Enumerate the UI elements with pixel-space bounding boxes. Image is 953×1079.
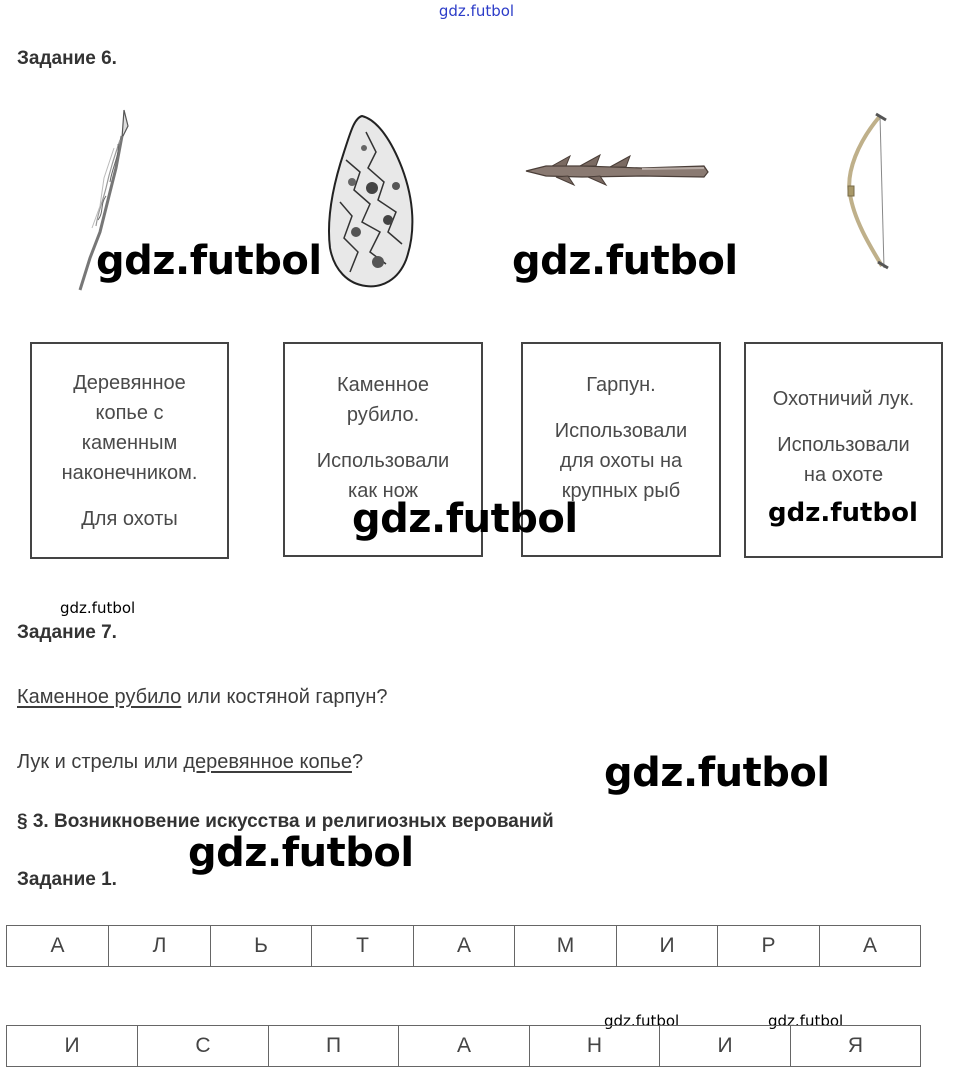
- watermark-small-left: gdz.futbol: [60, 599, 136, 617]
- letter-cell: Ь: [210, 926, 311, 966]
- section-title: § 3. Возникновение искусства и религиозных верований: [17, 811, 554, 832]
- watermark-top: gdz.futbol: [438, 2, 515, 20]
- watermark-tools-right: gdz.futbol: [512, 238, 738, 284]
- task7-question-1: [17, 686, 388, 709]
- watermark-small-bottom-1: gdz.futbol: [604, 1012, 680, 1030]
- task7-heading: Задание 7.: [17, 622, 117, 643]
- letter-cell: И: [616, 926, 717, 966]
- card-note: Использовали: [316, 450, 450, 472]
- card-note: на охоте: [803, 464, 884, 486]
- task7-answer-2: деревянное копье: [183, 751, 352, 773]
- task7-question-2-rest: ?: [351, 751, 364, 773]
- watermark-card-bow: gdz.futbol: [768, 498, 918, 528]
- letter-cell: Н: [529, 1026, 659, 1066]
- letter-cell: А: [819, 926, 920, 966]
- letter-cell: А: [50, 934, 65, 957]
- letter-grid-word-2: [6, 1025, 921, 1067]
- bow-icon: [840, 112, 896, 270]
- card-text: Каменное: [337, 374, 429, 396]
- letter-cell: П: [268, 1026, 398, 1066]
- watermark-tools-left: gdz.futbol: [96, 238, 322, 284]
- card-note: как нож: [348, 480, 418, 502]
- card-note: для охоты на: [559, 450, 683, 472]
- card-text: Охотничий лук.: [772, 388, 915, 410]
- watermark-section: gdz.futbol: [188, 830, 414, 876]
- card-note: Использовали: [777, 434, 910, 456]
- letter-cell: Т: [311, 926, 413, 966]
- task7-question-2-prefix: Лук и стрелы или: [17, 751, 184, 773]
- letter-cell: И: [64, 1034, 80, 1057]
- letter-cell: Я: [790, 1026, 920, 1066]
- card-text: копье с: [95, 401, 164, 424]
- task7-answer-1: Каменное рубило: [17, 686, 182, 708]
- harpoon-icon: [522, 152, 712, 188]
- card-note: крупных рыб: [561, 480, 681, 502]
- task6-heading: Задание 6.: [17, 48, 117, 69]
- card-text: каменным: [81, 431, 178, 454]
- watermark-cards-center: gdz.futbol: [352, 496, 578, 542]
- hand-axe-icon: [326, 112, 418, 290]
- card-note: Использовали: [554, 420, 688, 442]
- letter-cell: М: [514, 926, 616, 966]
- letter-cell: А: [398, 1026, 529, 1066]
- letter-cell: И: [659, 1026, 790, 1066]
- card-note: Для охоты: [81, 507, 178, 530]
- letter-cell: С: [137, 1026, 268, 1066]
- task1-heading: Задание 1.: [17, 869, 117, 890]
- card-text: Деревянное: [73, 371, 186, 394]
- watermark-task7: gdz.futbol: [604, 750, 830, 796]
- card-spear: [30, 342, 229, 559]
- letter-cell: А: [413, 926, 514, 966]
- letter-cell: Л: [108, 926, 210, 966]
- task7-question-2: [17, 751, 363, 774]
- letter-grid-word-1: [6, 925, 921, 967]
- card-text: наконечником.: [61, 461, 198, 484]
- watermark-small-bottom-2: gdz.futbol: [768, 1012, 844, 1030]
- card-text: Гарпун.: [586, 374, 656, 396]
- task7-question-1-rest: или костяной гарпун?: [181, 686, 388, 708]
- card-text: рубило.: [346, 404, 420, 426]
- letter-cell: Р: [717, 926, 819, 966]
